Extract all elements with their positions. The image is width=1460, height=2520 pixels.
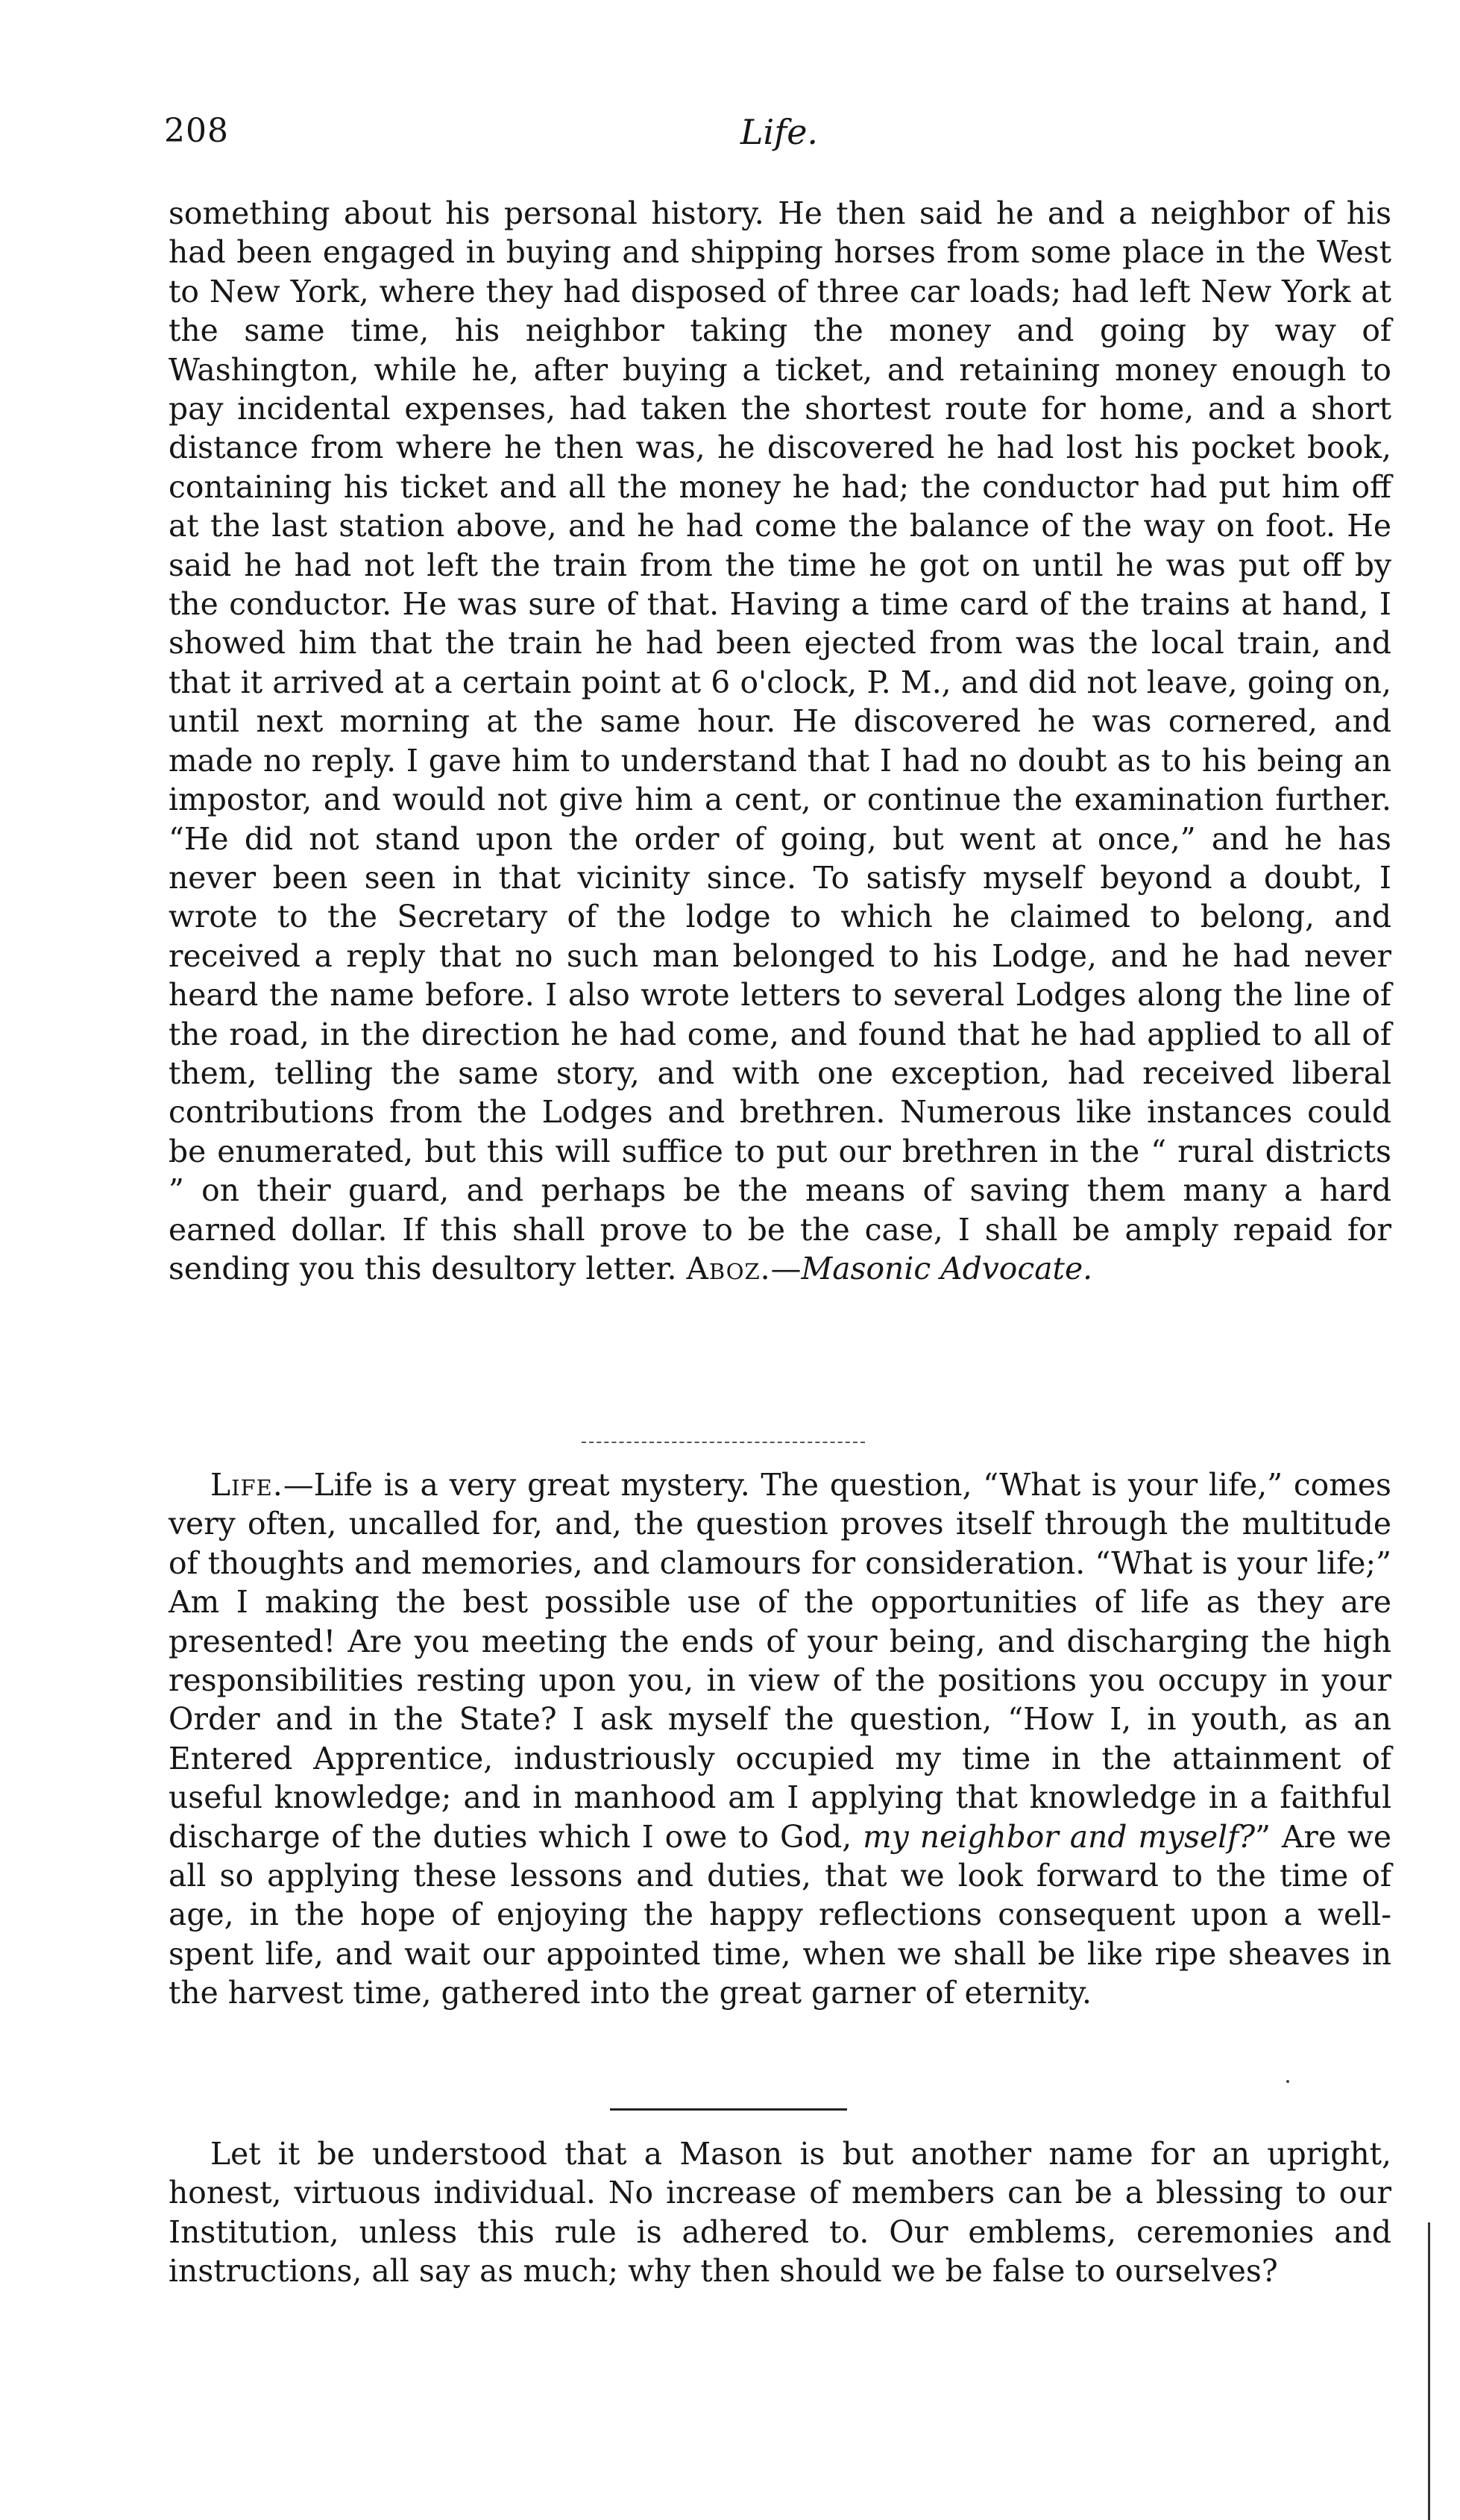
article-continued-body: something about his personal history. He then said he and a neighbor of his had been engaged in buying and shipping horses from some place in the West to New York, where they had disposed of three car loads; had left New York at the same time, his neighbor taking the money and going by way of Washington, while he, after buying a ticket, and retaining money enough to pay incidental expenses, had taken the shortest route for home, and a short distance from where he then was, he discovered he had lost his pocket book, containing his ticket and all the money he had; the conductor had put him off at the last station above, and he had come the balance of the way on foot. He said he had not left the train from the time he got on until he was put off by the conductor. He was sure of that. Having a time card of the trains at hand, I showed him that the train he had been ejected from was the local train, and that it arrived at a certain point at 6 o'clock, P. M., and did not leave, going on, until next morning at the same hour. He discovered he was cornered, and made no reply. I gave him to understand that I had no doubt as to his being an impostor, and would not give him a cent, or continue the examination further. “He did not stand upon the order of going, but went at once,” and he has never been seen in that vicinity since. To satisfy myself beyond a doubt, I wrote to the Secretary of the lodge to which he claimed to belong, and received a reply that no such man belonged to his Lodge, and he had never heard the name before. I also wrote letters to several Lodges along the line of the road, in the direction he had come, and found that he had applied to all of them, telling the same story, and with one exception, had received liberal contributions from the Lodges and brethren. Numerous like instances could be enumerated, but this will suffice to put our brethren in the “ rural districts ” on their guard, and perhaps be the means of saving them many a hard earned dollar. If this shall prove to be the case, I shall be amply repaid for sending you this desultory letter. <box>169 195 1391 1286</box>
article-life <box>169 1465 1391 2013</box>
article-life-body-b: ” Are we all so applying these lessons and duties, that we look forward to the time of age, in the hope of enjoying the happy reflections consequent upon a well-spent life, and wait our appointed time, when we shall be like ripe sheaves in the harvest time, gathered into the great garner of eternity. <box>169 1818 1391 2011</box>
article-life-title-dash: — <box>283 1467 314 1503</box>
binding-edge-line <box>1428 2222 1430 2520</box>
article-life-body-a: Life is a very great mystery. The question, “What is your life,” comes very often, uncalled for, and, the question proves itself through the multitude of thoughts and memories, and clamours for consideration. “What is your life;” Am I making the best possible use of the opportunities of life as they are presented! Are you meeting the ends of your being, and discharging the high responsibilities resting upon you, in view of the positions you occupy in your Order and in the State? I ask myself the question, “How I, in youth, as an Entered Apprentice, industriously occupied my time in the attainment of useful knowledge; and in manhood am I applying that knowledge in a faithful discharge of the duties which I owe to God, <box>169 1467 1391 1855</box>
article-life-paragraph <box>169 1465 1391 2013</box>
article-mason-paragraph: Let it be understood that a Mason is but another name for an upright, honest, virtuous individual. No increase of members can be a blessing to our Institution, unless this rule is adhered to. Our emblems, ceremonies and instructions, all say as much; why then should we be false to ourselves? <box>169 2136 1391 2290</box>
running-head: Life. <box>740 112 819 152</box>
author-signature: Aboz. <box>686 1250 771 1286</box>
article-continued <box>169 194 1391 1288</box>
section-divider <box>610 2108 847 2111</box>
page-number: 208 <box>164 112 229 150</box>
page-header <box>164 112 1394 164</box>
article-mason <box>169 2134 1391 2291</box>
article-life-italic: my neighbor and myself? <box>863 1818 1256 1855</box>
source-dash: — <box>770 1250 802 1286</box>
source-citation: Masonic Advocate. <box>801 1250 1093 1286</box>
section-divider <box>582 1442 865 1443</box>
article-life-title: Life. <box>210 1467 283 1503</box>
print-speck <box>1286 2080 1289 2083</box>
article-continued-paragraph <box>169 194 1391 1288</box>
